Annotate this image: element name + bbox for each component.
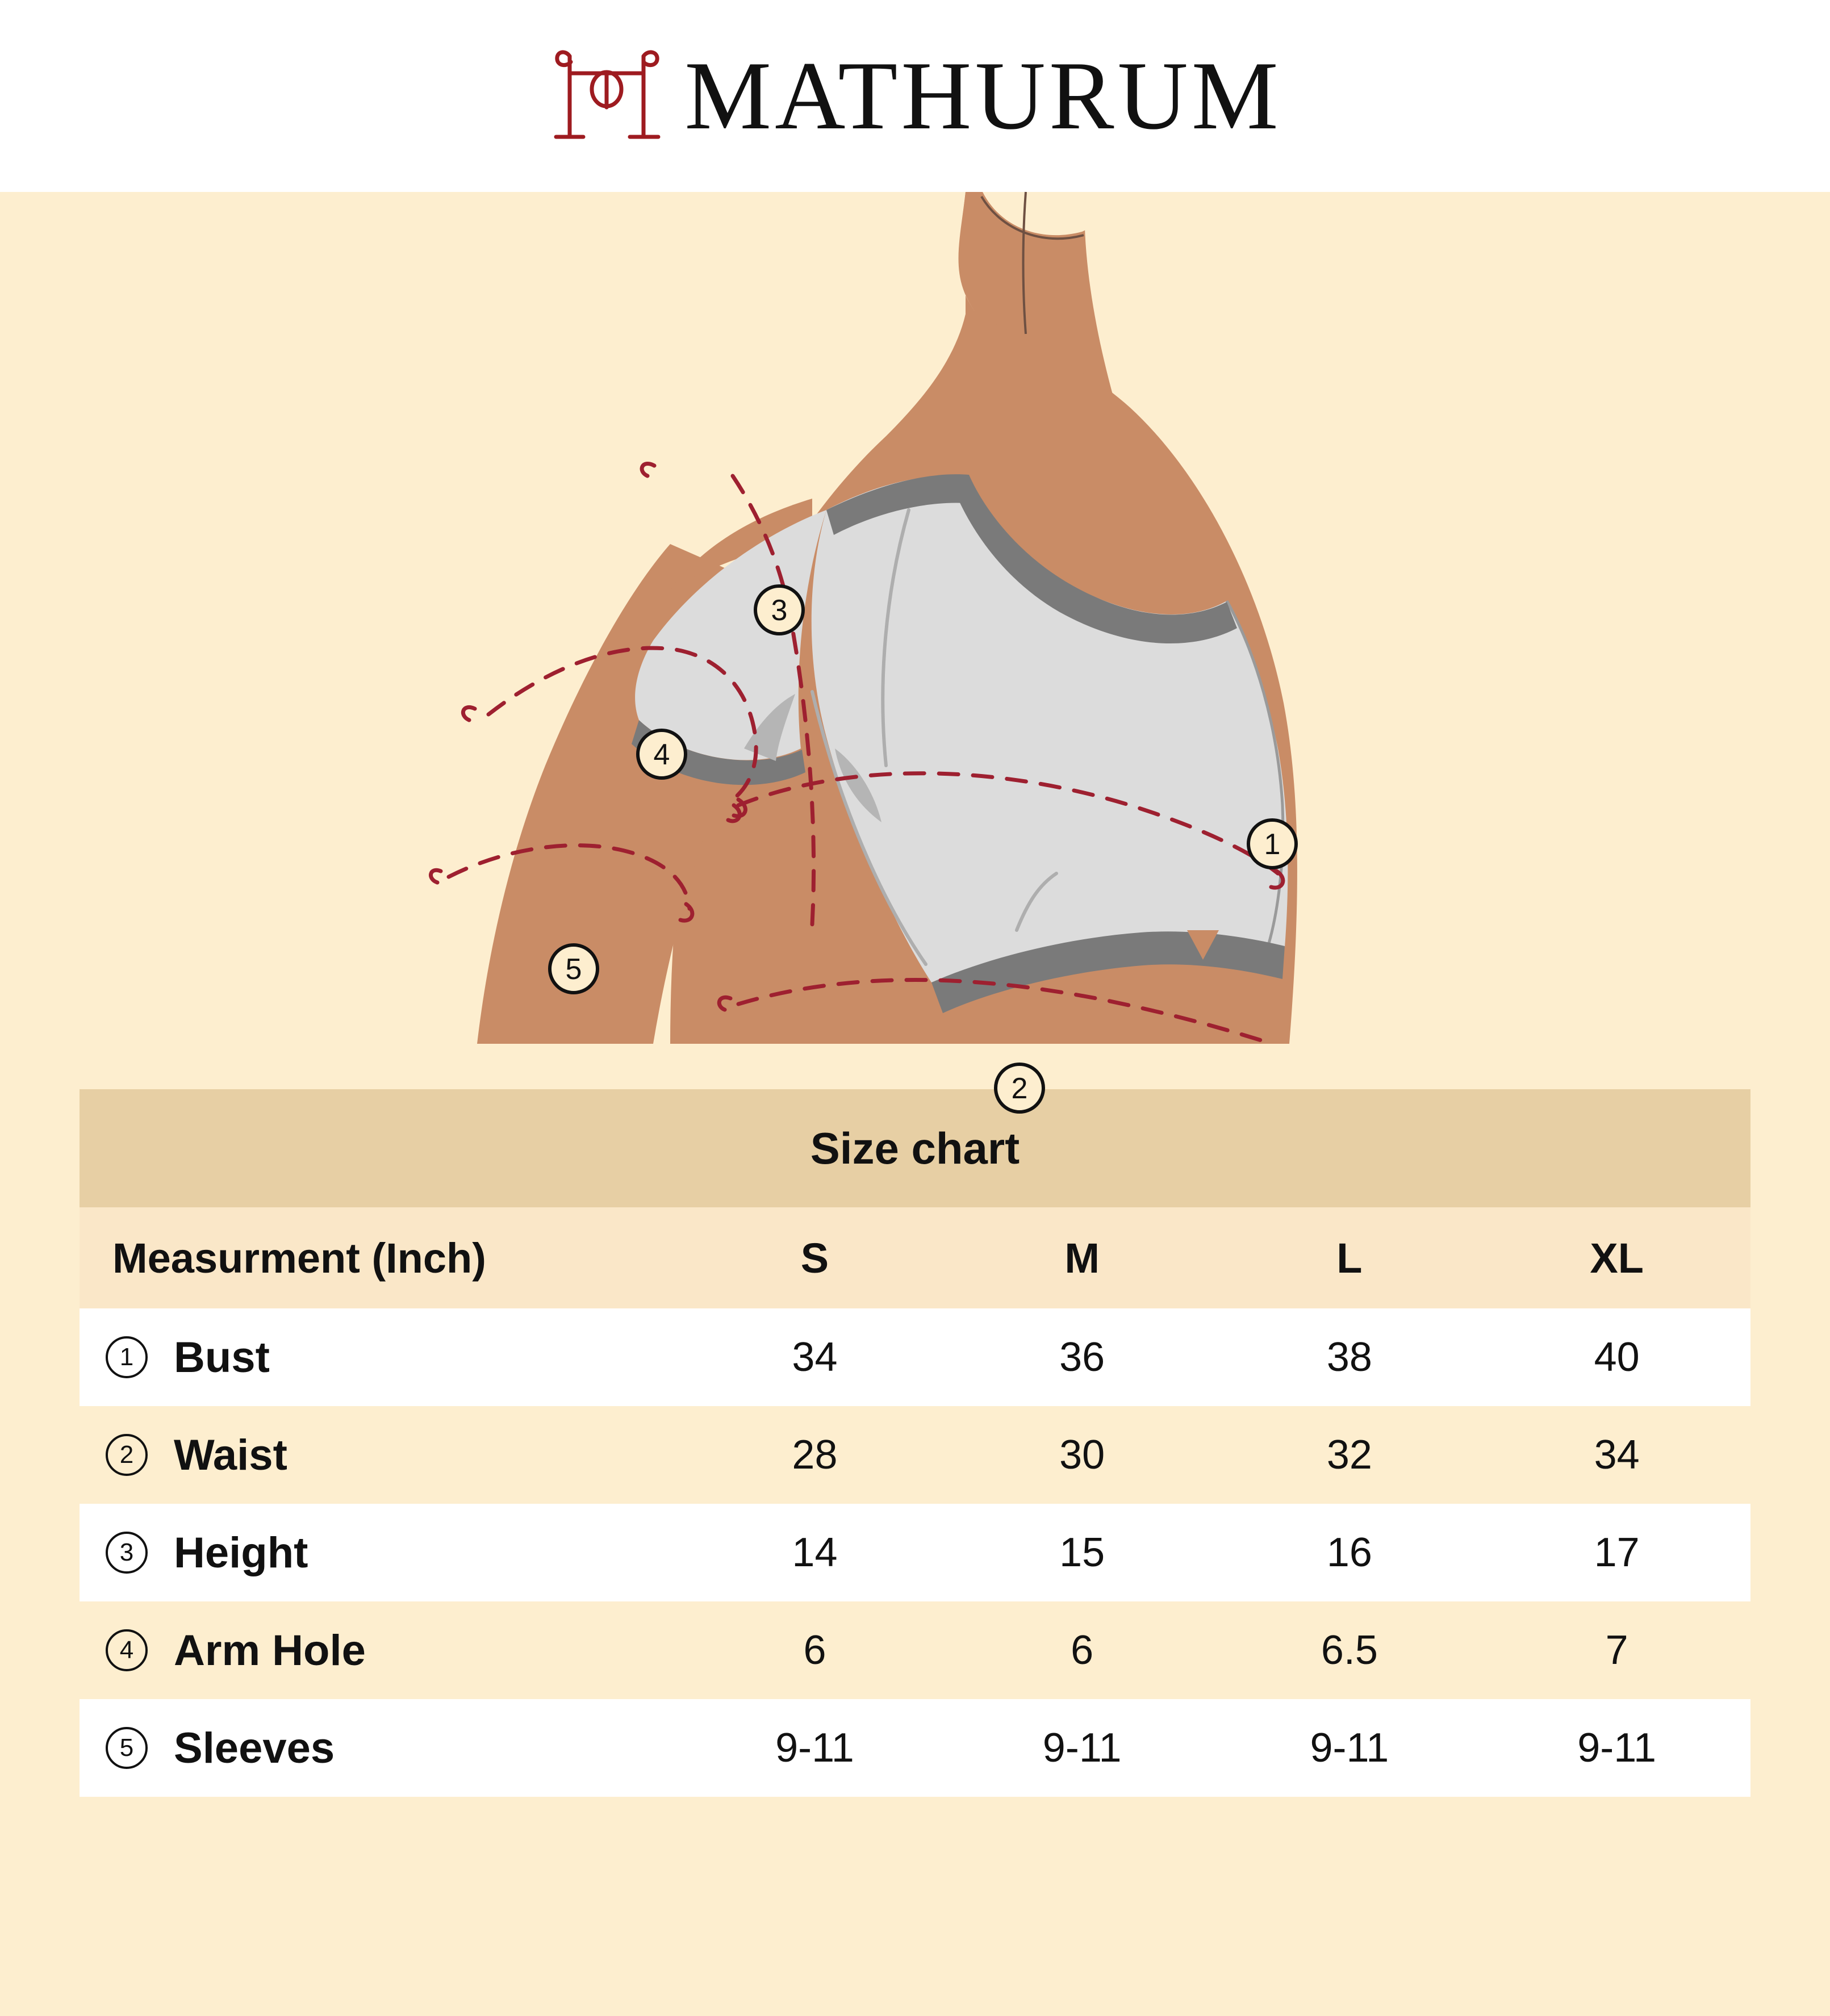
cell-armhole-s: 6 xyxy=(681,1601,949,1699)
cell-height-s: 14 xyxy=(681,1504,949,1601)
row-number-badge: 2 xyxy=(106,1434,148,1476)
row-number-badge: 3 xyxy=(106,1532,148,1574)
table-header-row xyxy=(80,1207,1750,1308)
brand-name: MATHURUM xyxy=(684,42,1282,150)
cell-waist-m: 30 xyxy=(949,1406,1216,1504)
row-name: Bust xyxy=(174,1333,270,1382)
cell-height-m: 15 xyxy=(949,1504,1216,1601)
table-row xyxy=(80,1699,1750,1797)
row-name: Sleeves xyxy=(174,1724,335,1772)
brand-header xyxy=(0,0,1830,192)
svg-text:1: 1 xyxy=(1264,828,1281,861)
cell-armhole-m: 6 xyxy=(949,1601,1216,1699)
cell-armhole-l: 6.5 xyxy=(1216,1601,1484,1699)
cell-armhole-xl: 7 xyxy=(1483,1601,1750,1699)
column-header-xl: XL xyxy=(1483,1207,1750,1308)
cell-height-l: 16 xyxy=(1216,1504,1484,1601)
callout-badge-5 xyxy=(550,945,598,993)
column-header-m: M xyxy=(949,1207,1216,1308)
row-label-waist xyxy=(80,1406,681,1504)
callout-badge-1 xyxy=(1248,820,1296,868)
row-number-badge: 1 xyxy=(106,1336,148,1378)
size-chart-section xyxy=(0,1044,1830,2016)
cell-bust-xl: 40 xyxy=(1483,1308,1750,1406)
row-name: Arm Hole xyxy=(174,1626,366,1675)
table-row xyxy=(80,1504,1750,1601)
row-label-sleeves xyxy=(80,1699,681,1797)
callout-badge-2 xyxy=(996,1064,1043,1112)
svg-text:4: 4 xyxy=(653,738,670,771)
column-header-s: S xyxy=(681,1207,949,1308)
cell-sleeves-s: 9-11 xyxy=(681,1699,949,1797)
row-name: Height xyxy=(174,1528,308,1577)
table-title: Size chart xyxy=(80,1089,1750,1207)
callout-badge-4 xyxy=(638,730,686,778)
cell-sleeves-m: 9-11 xyxy=(949,1699,1216,1797)
table-row xyxy=(80,1406,1750,1504)
row-name: Waist xyxy=(174,1431,287,1479)
cell-waist-l: 32 xyxy=(1216,1406,1484,1504)
cell-bust-m: 36 xyxy=(949,1308,1216,1406)
row-label-height xyxy=(80,1504,681,1601)
column-header-l: L xyxy=(1216,1207,1484,1308)
callout-badge-3 xyxy=(755,586,803,634)
row-number-badge: 4 xyxy=(106,1629,148,1671)
table-row xyxy=(80,1308,1750,1406)
cell-waist-s: 28 xyxy=(681,1406,949,1504)
mathurum-monogram-icon xyxy=(548,39,667,153)
svg-text:2: 2 xyxy=(1011,1072,1028,1105)
svg-text:5: 5 xyxy=(565,953,582,986)
row-number-badge: 5 xyxy=(106,1727,148,1769)
table-title-row xyxy=(80,1089,1750,1207)
row-label-bust xyxy=(80,1308,681,1406)
cell-bust-l: 38 xyxy=(1216,1308,1484,1406)
cell-sleeves-l: 9-11 xyxy=(1216,1699,1484,1797)
blouse-measurement-illustration xyxy=(0,192,1830,1105)
cell-height-xl: 17 xyxy=(1483,1504,1750,1601)
row-label-arm-hole xyxy=(80,1601,681,1699)
cell-bust-s: 34 xyxy=(681,1308,949,1406)
cell-sleeves-xl: 9-11 xyxy=(1483,1699,1750,1797)
svg-text:3: 3 xyxy=(771,594,788,627)
column-header-measurement: Measurment (Inch) xyxy=(80,1207,681,1308)
table-row xyxy=(80,1601,1750,1699)
size-chart-table xyxy=(80,1089,1750,1797)
cell-waist-xl: 34 xyxy=(1483,1406,1750,1504)
